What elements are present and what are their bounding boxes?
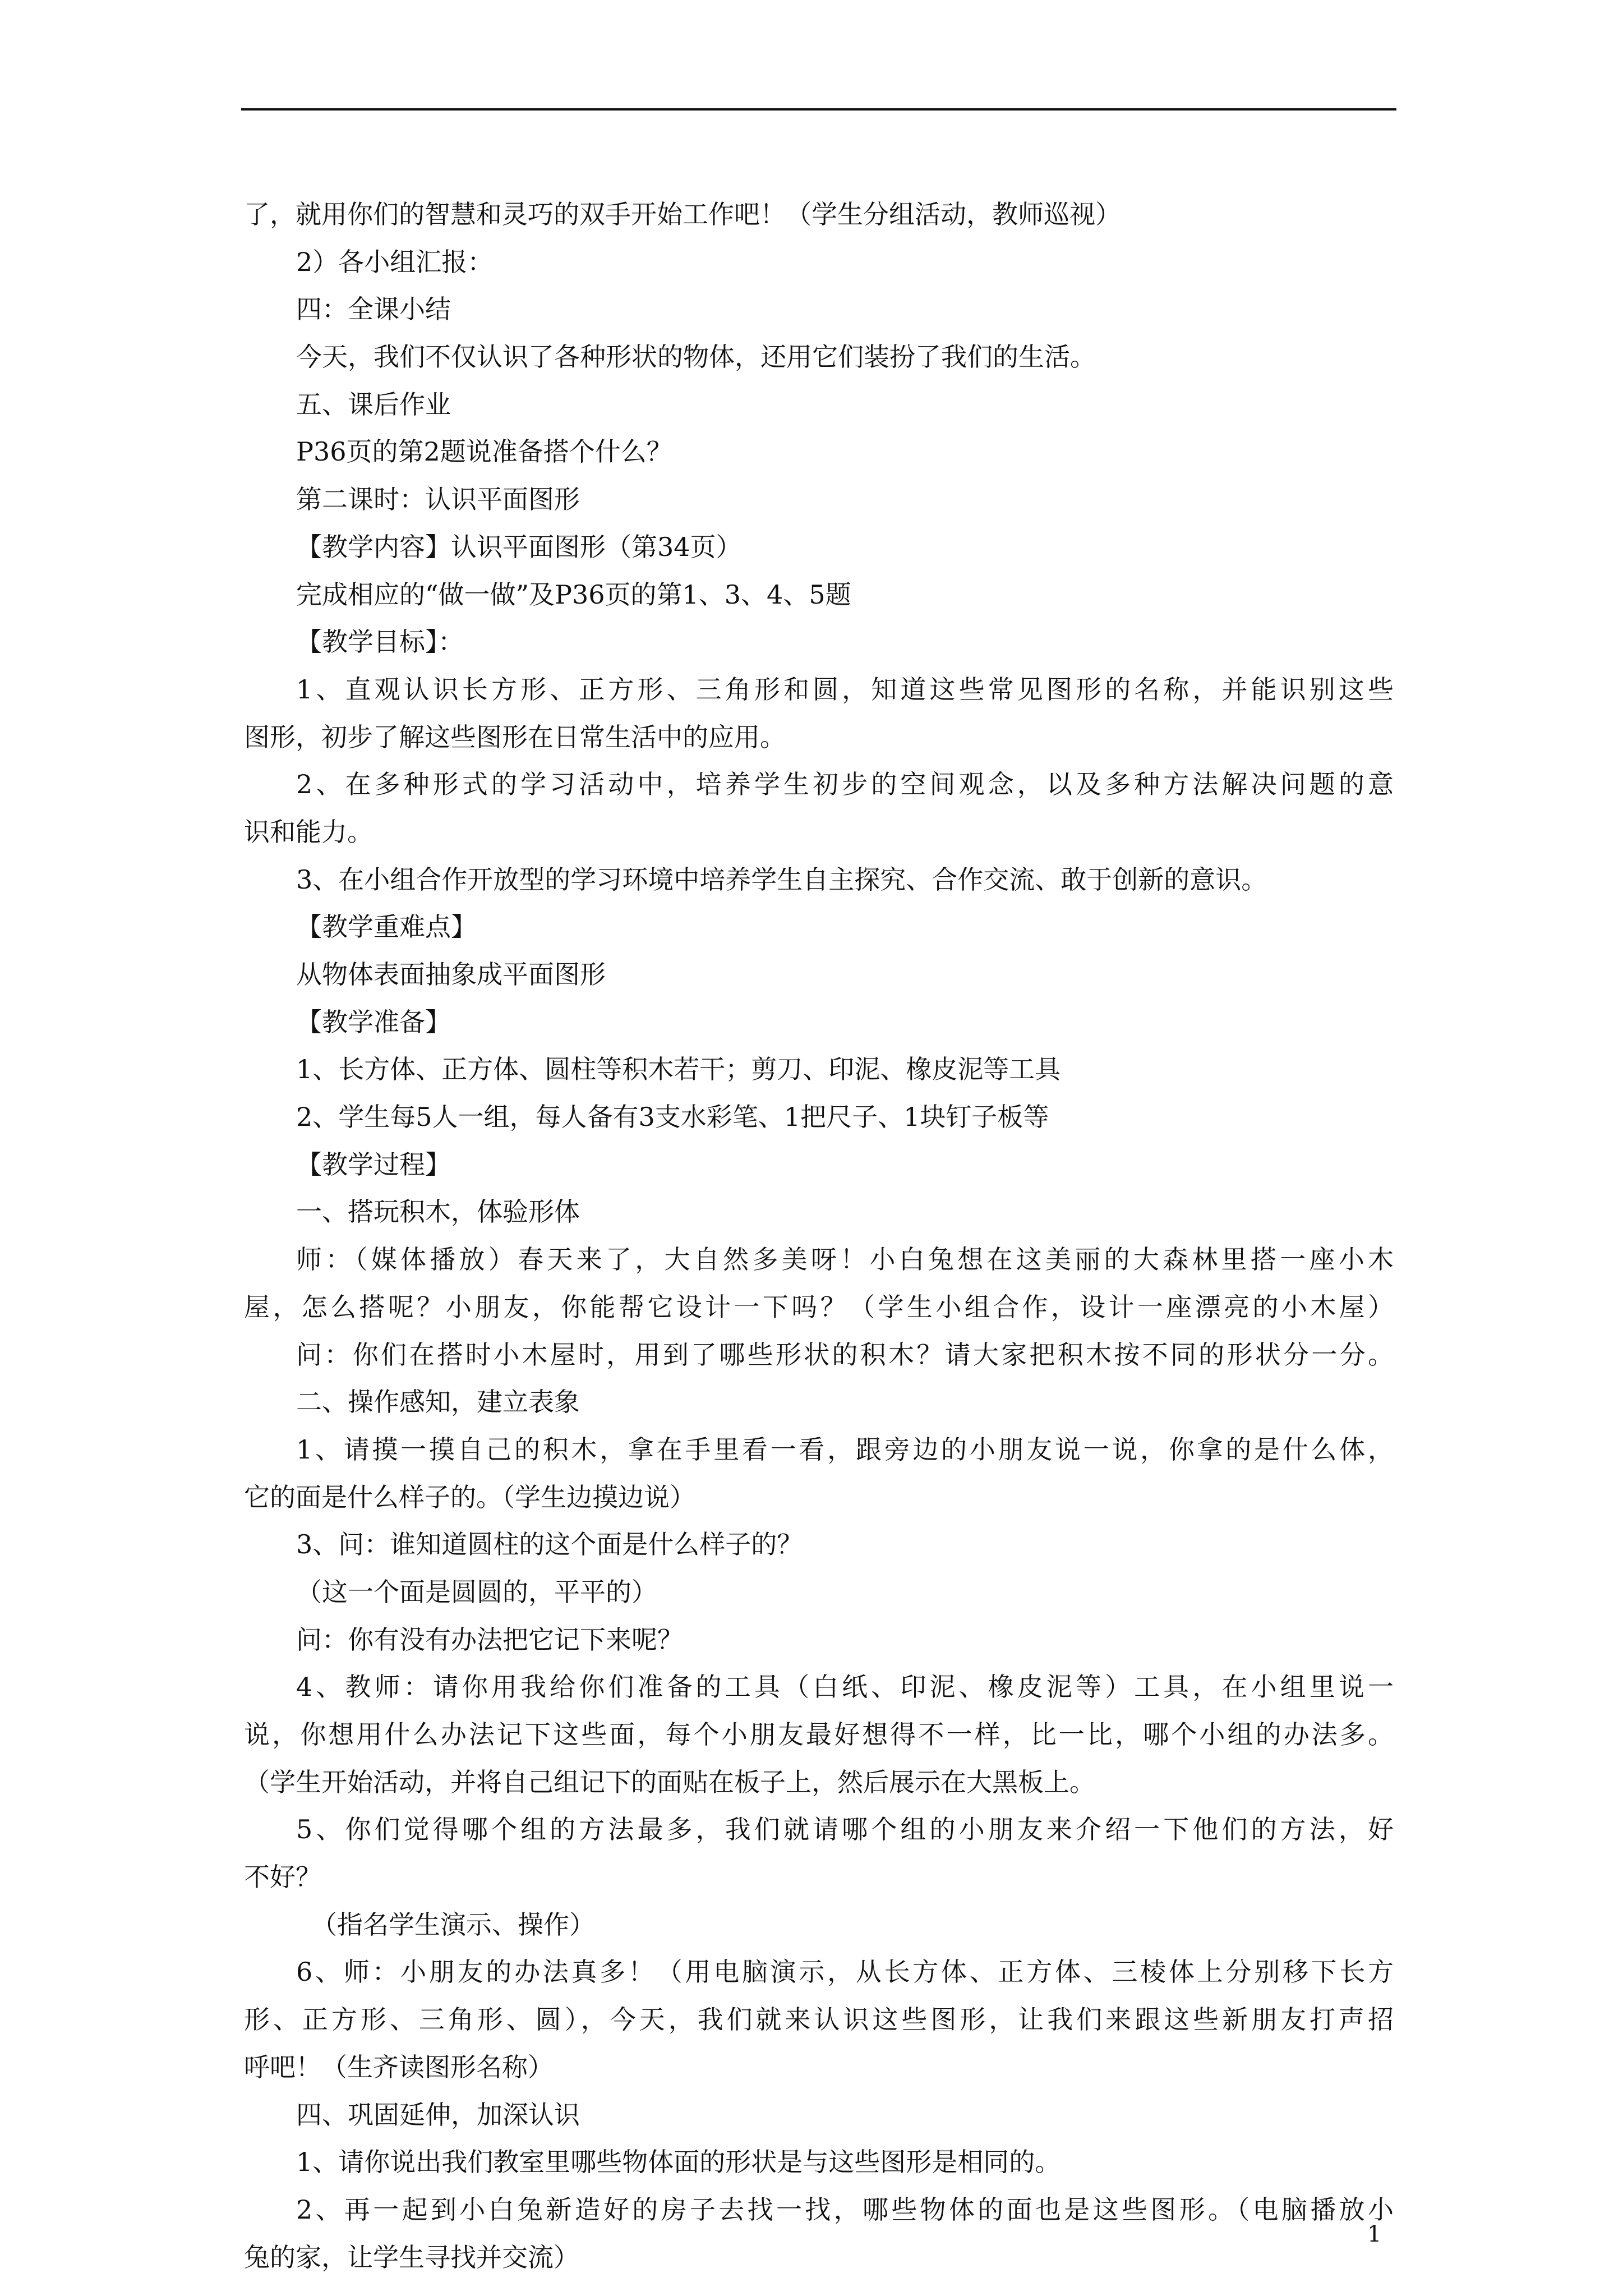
text-line: 【教学内容】认识平面图形（第34页） — [296, 531, 742, 562]
text-line: 二、操作感知，建立表象 — [296, 1387, 580, 1418]
text-line: 【教学过程】 — [296, 1149, 451, 1180]
text-line: 2、在多种形式的学习活动中，培养学生初步的空间观念，以及多种方法解决问题的意 — [296, 769, 1394, 800]
text-line: 6、师：小朋友的办法真多！（用电脑演示，从长方体、正方体、三棱体上分别移下长方 — [296, 1957, 1394, 1987]
text-line: 【教学重难点】 — [296, 912, 477, 942]
text-line: 五、课后作业 — [296, 389, 451, 420]
text-line: （这一个面是圆圆的，平平的） — [296, 1576, 657, 1607]
text-line: 2、再一起到小白兔新造好的房子去找一找，哪些物体的面也是这些图形。（电脑播放小 — [296, 2194, 1394, 2225]
text-line: 问：你们在搭时小木屋时，用到了哪些形状的积木？请大家把积木按不同的形状分一分。 — [296, 1339, 1394, 1370]
text-line: 图形，初步了解这些图形在日常生活中的应用。 — [244, 721, 786, 752]
text-line: 不好？ — [244, 1862, 321, 1893]
text-line: 1、请摸一摸自己的积木，拿在手里看一看，跟旁边的小朋友说一说，你拿的是什么体， — [296, 1434, 1394, 1465]
header-rule — [241, 108, 1396, 111]
text-line: 从物体表面抽象成平面图形 — [296, 959, 606, 990]
text-line: 兔的家，让学生寻找并交流） — [244, 2242, 579, 2272]
text-line: 完成相应的“做一做”及P36页的第1、3、4、5题 — [296, 579, 851, 610]
text-line: 1、直观认识长方形、正方形、三角形和圆，知道这些常见图形的名称，并能识别这些 — [296, 674, 1394, 705]
text-line: 5、你们觉得哪个组的方法最多，我们就请哪个组的小朋友来介绍一下他们的方法，好 — [296, 1814, 1394, 1845]
text-line: （指名学生演示、操作） — [311, 1909, 595, 1940]
text-line: 4、教师：请你用我给你们准备的工具（白纸、印泥、橡皮泥等）工具，在小组里说一 — [296, 1672, 1394, 1703]
text-line: 屋，怎么搭呢？小朋友，你能帮它设计一下吗？（学生小组合作，设计一座漂亮的小木屋） — [244, 1291, 1394, 1322]
text-line: 了，就用你们的智慧和灵巧的双手开始工作吧！（学生分组活动，教师巡视） — [244, 199, 1121, 229]
text-line: 第二课时：认识平面图形 — [296, 484, 580, 515]
text-line: 1、请你说出我们教室里哪些物体面的形状是与这些图形是相同的。 — [296, 2147, 1061, 2178]
text-line: 四、巩固延伸，加深认识 — [296, 2099, 580, 2130]
text-line: 一、搭玩积木，体验形体 — [296, 1197, 580, 1227]
text-line: 【教学目标】： — [296, 627, 464, 657]
text-line: 【教学准备】 — [296, 1006, 451, 1037]
text-line: 呼吧！（生齐读图形名称） — [244, 2051, 554, 2082]
text-line: 识和能力。 — [244, 816, 373, 847]
text-line: 今天，我们不仅认识了各种形状的物体，还用它们装扮了我们的生活。 — [296, 342, 1096, 372]
text-line: 3、在小组合作开放型的学习环境中培养学生自主探究、合作交流、敢于创新的意识。 — [296, 864, 1267, 895]
text-line: P36页的第2题说准备搭个什么？ — [296, 436, 672, 467]
text-line: 师：（媒体播放）春天来了，大自然多美呀！小白兔想在这美丽的大森林里搭一座小木 — [296, 1244, 1394, 1275]
text-line: 形、正方形、三角形、圆），今天，我们就来认识这些图形，让我们来跟这些新朋友打声招 — [244, 2004, 1394, 2035]
text-line: 3、问：谁知道圆柱的这个面是什么样子的？ — [296, 1529, 803, 1560]
text-line: 说，你想用什么办法记下这些面，每个小朋友最好想得不一样，比一比，哪个小组的办法多。 — [244, 1719, 1394, 1750]
text-line: 2）各小组汇报： — [296, 246, 494, 277]
text-line: 它的面是什么样子的。（学生边摸边说） — [244, 1481, 695, 1512]
text-line: 1、长方体、正方体、圆柱等积木若干；剪刀、印泥、橡皮泥等工具 — [296, 1054, 1061, 1085]
document-body — [244, 191, 1394, 2281]
text-line: 四：全课小结 — [296, 294, 451, 325]
text-line: （学生开始活动，并将自己组记下的面贴在板子上，然后展示在大黑板上。 — [244, 1766, 1095, 1797]
page-number: 1 — [1367, 2221, 1382, 2247]
text-line: 问：你有没有办法把它记下来呢？ — [296, 1624, 683, 1655]
text-line: 2、学生每5人一组，每人备有3支水彩笔、1把尺子、1块钉子板等 — [296, 1102, 1049, 1133]
